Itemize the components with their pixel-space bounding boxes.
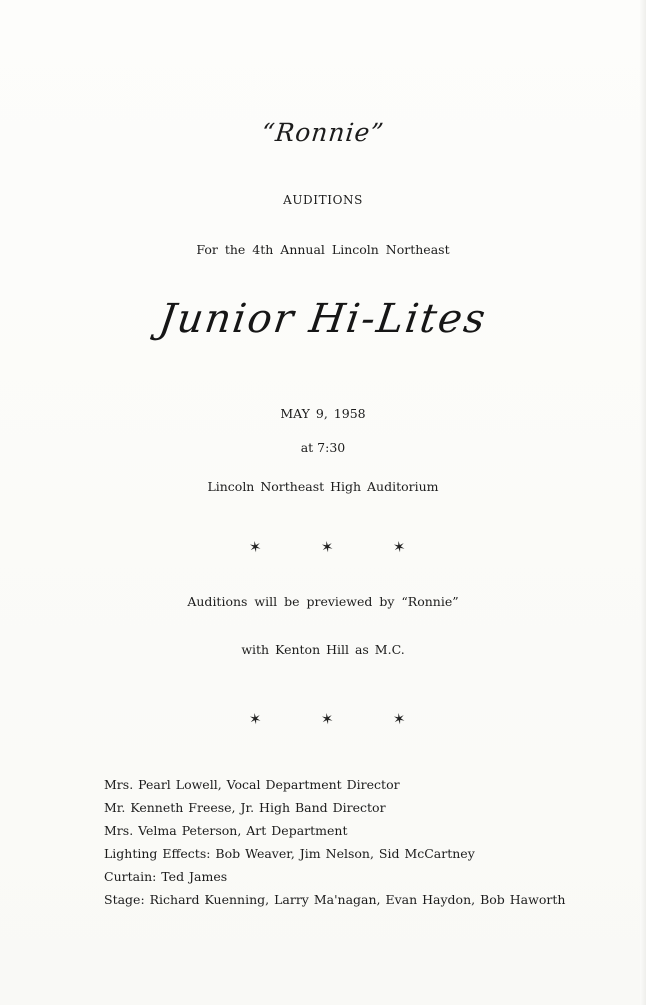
star-icon: ✶ bbox=[247, 537, 263, 557]
star-divider-top bbox=[0, 537, 646, 557]
event-date: MAY 9, 1958 bbox=[280, 406, 366, 421]
credit-line: Curtain: Ted James bbox=[104, 869, 228, 884]
star-icon: ✶ bbox=[247, 709, 263, 729]
credit-line: Mrs. Pearl Lowell, Vocal Department Director bbox=[104, 777, 400, 792]
credits-list bbox=[104, 773, 634, 911]
ronnie-script-title: “Ronnie” bbox=[260, 118, 386, 147]
star-icon: ✶ bbox=[391, 709, 407, 729]
credit-line: Mr. Kenneth Freese, Jr. High Band Director bbox=[104, 800, 386, 815]
paper-edge bbox=[640, 0, 646, 1005]
annual-event-line: For the 4th Annual Lincoln Northeast bbox=[196, 242, 450, 257]
credit-line: Lighting Effects: Bob Weaver, Jim Nelson, Sid McCartney bbox=[104, 846, 475, 861]
event-title: Junior Hi-Lites bbox=[156, 296, 490, 342]
event-venue: Lincoln Northeast High Auditorium bbox=[207, 479, 439, 494]
star-icon: ✶ bbox=[319, 709, 335, 729]
mc-note: with Kenton Hill as M.C. bbox=[241, 642, 405, 657]
credit-line: Stage: Richard Kuenning, Larry Ma'nagan, Evan Haydon, Bob Haworth bbox=[104, 892, 566, 907]
auditions-heading: AUDITIONS bbox=[283, 193, 363, 207]
event-time: at 7:30 bbox=[300, 440, 346, 455]
star-icon: ✶ bbox=[319, 537, 335, 557]
preview-note: Auditions will be previewed by “Ronnie” bbox=[187, 594, 459, 609]
star-icon: ✶ bbox=[391, 537, 407, 557]
star-divider-bottom bbox=[0, 709, 646, 729]
credit-line: Mrs. Velma Peterson, Art Department bbox=[104, 823, 348, 838]
